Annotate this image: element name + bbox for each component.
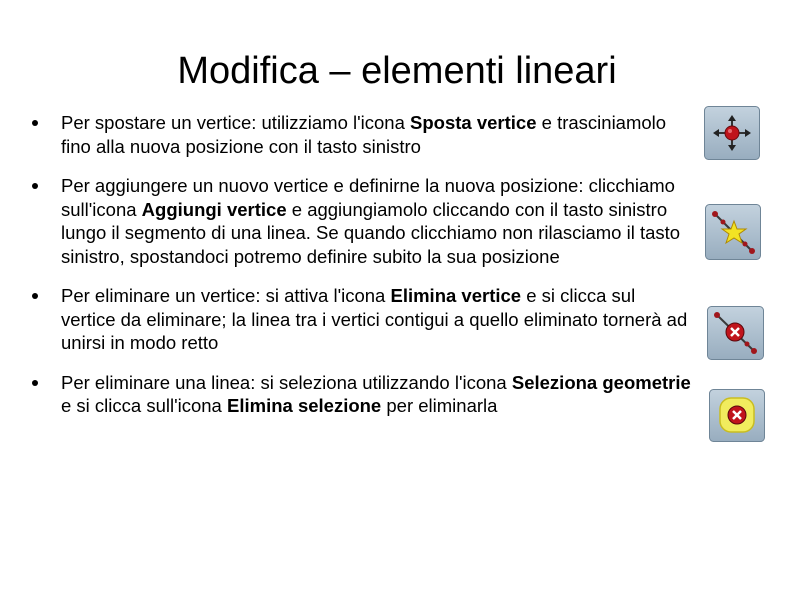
bullet-text: per eliminarla <box>381 395 498 416</box>
bullet-keyword: Seleziona geometrie <box>511 371 691 393</box>
add-vertex-button[interactable] <box>705 204 761 260</box>
delete-selection-button[interactable] <box>709 389 765 442</box>
delete-vertex-icon <box>707 306 764 360</box>
bullet-item-delete-line <box>32 371 692 418</box>
bullet-text: e trasciniamolo fino alla nuova posizione con il tasto sinistro <box>61 112 667 157</box>
add-vertex-icon <box>705 204 761 260</box>
bullet-dot <box>32 380 38 386</box>
bullet-list <box>32 111 692 418</box>
bullet-text: Per aggiungere un nuovo vertice e definirne la nuova posizione: clicchiamo sull'icona <box>61 175 675 220</box>
bullet-text: Per eliminare una linea: si seleziona utilizzando l'icona <box>61 371 512 393</box>
bullet-item-delete-vertex <box>32 284 692 355</box>
delete-selection-icon <box>709 389 765 442</box>
bullet-item-add-vertex <box>32 174 692 268</box>
bullet-keyword: Sposta vertice <box>410 112 537 133</box>
bullet-text: e si clicca sul vertice da eliminare; la linea tra i vertici contigui a quello eliminato tornerà ad unirsi in modo retto <box>61 285 688 353</box>
bullet-dot <box>32 293 38 299</box>
bullet-dot <box>32 120 38 126</box>
bullet-keyword: Elimina selezione <box>227 395 382 416</box>
bullet-item-move-vertex <box>32 111 692 158</box>
bullet-dot <box>32 183 38 189</box>
move-vertex-icon <box>704 106 760 160</box>
delete-vertex-button[interactable] <box>707 306 764 360</box>
bullet-text: e aggiungiamolo cliccando con il tasto sinistro lungo il segmento di una linea. Se quando clicchiamo non rilasciamo il tasto sinistro, spostandoci potremo definire subito la sua posizione <box>61 198 681 267</box>
move-vertex-button[interactable] <box>704 106 760 160</box>
slide-title: Modifica – elementi lineari <box>177 50 617 92</box>
bullet-text: e si clicca sull'icona <box>61 395 227 416</box>
bullet-keyword: Aggiungi vertice <box>141 198 287 220</box>
bullet-text: Per eliminare un vertice: si attiva l'icona <box>61 285 391 306</box>
bullet-keyword: Elimina vertice <box>390 285 522 306</box>
bullet-text: Per spostare un vertice: utilizziamo l'icona <box>61 112 411 133</box>
